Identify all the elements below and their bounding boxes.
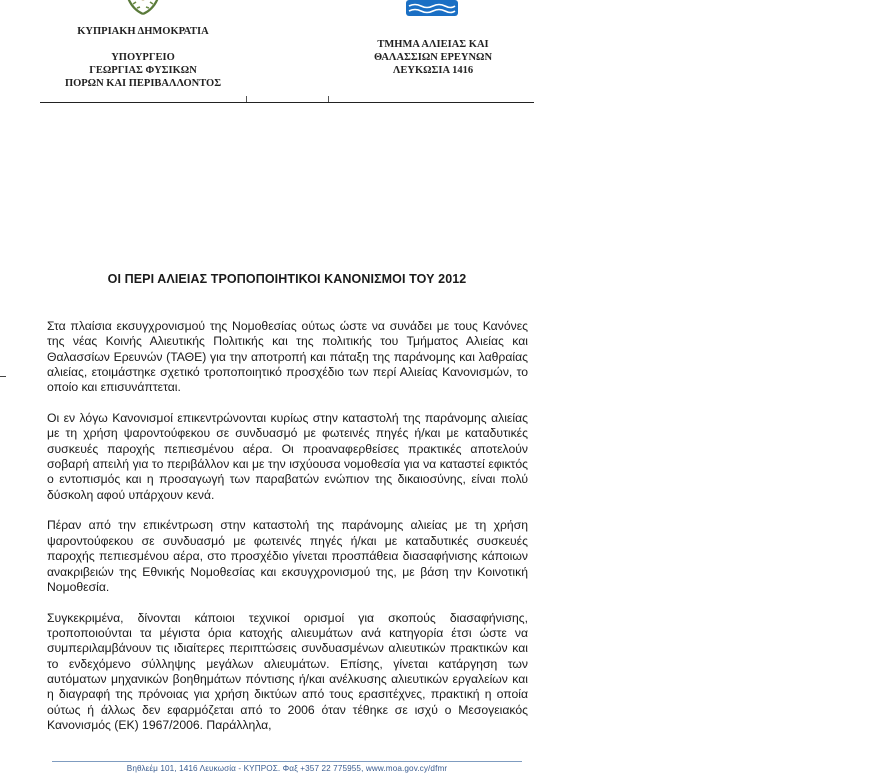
header-column-tick: [246, 96, 247, 102]
document-title: ΟΙ ΠΕΡΙ ΑΛΙΕΙΑΣ ΤΡΟΠΟΠΟΙΗΤΙΚΟΙ ΚΑΝΟΝΙΣΜΟΙ ΤΟΥ 2012: [107, 272, 467, 286]
margin-mark: [0, 376, 6, 378]
ministry-name: [40, 51, 246, 90]
ministry-line: ΥΠΟΥΡΓΕΙΟ: [111, 52, 175, 63]
department-line: ΛΕΥΚΩΣΙΑ 1416: [392, 65, 474, 76]
cyprus-coat-of-arms-icon: [118, 0, 168, 20]
department-name: [330, 38, 536, 77]
header-column-tick: [328, 96, 329, 102]
document-body: [47, 319, 528, 749]
ministry-line: ΠΟΡΩΝ ΚΑΙ ΠΕΡΙΒΑΛΛΟΝΤΟΣ: [64, 78, 222, 89]
body-paragraph: Στα πλαίσια εκσυγχρονισμού της Νομοθεσίας ούτως ώστε να συνάδει με τους Κανόνες της νέας Κοινής Αλιευτικής Πολιτικής και της πολιτικής του Τμήματος Αλιείας και Θαλασσίων Ερευνών (ΤΑΘΕ) για την αποτροπή και πάταξη της παράνομης και λαθραίας αλιείας, ετοιμάστηκε σχετικό τροποποιητικό προσχέδιο των περί Αλιείας Κανονισμών, το οποίο και επισυνάπτεται.: [47, 319, 528, 395]
body-paragraph: Πέραν από την επικέντρωση στην καταστολή της παράνομης αλιείας με τη χρήση ψαροντούφεκου σε συνδυασμό με φωτεινές πηγές ή/και με καταδυτικές συσκευές παροχής πεπιεσμένου αέρα, στο προσχέδιο γίνεται προσπάθεια διασαφήνισης κάποιων ανακριβειών της Εθνικής Νομοθεσίας και εκσυγχρονισμού της, με βάση την Κοινοτική Νομοθεσία.: [47, 518, 528, 594]
ministry-line: ΓΕΩΡΓΙΑΣ ΦΥΣΙΚΩΝ: [89, 65, 197, 76]
footer-divider: [52, 761, 522, 762]
country-name: ΚΥΠΡΙΑΚΗ ΔΗΜΟΚΡΑΤΙΑ: [77, 26, 209, 37]
body-paragraph: Οι εν λόγω Κανονισμοί επικεντρώνονται κυρίως στην καταστολή της παράνομης αλιείας με τη χρήση ψαροντούφεκου σε συνδυασμό με φωτεινές πηγές ή/και με καταδυτικές συσκευές παροχής πεπιεσμένου αέρα. Οι προαναφερθείσες πρακτικές αποτελούν σοβαρή απειλή για το περιβάλλον και με την ισχύουσα νομοθεσία για να καταστεί εφικτός ο εντοπισμός και η προσαγωγή των παραβατών ενώπιον της δικαιοσύνης, είναι πολύ δύσκολη αφού υπάρχουν κενά.: [47, 411, 528, 502]
department-line: ΤΜΗΜΑ ΑΛΙΕΙΑΣ ΚΑΙ: [377, 39, 489, 50]
waves-logo-icon: [406, 0, 458, 16]
header-divider: [40, 102, 534, 103]
body-paragraph: Συγκεκριμένα, δίνονται κάποιοι τεχνικοί ορισμοί για σκοπούς διασαφήνισης, τροποποιούνται τα μέγιστα όρια κατοχής αλιευμάτων ανά κατηγορία έτσι ώστε να συμπεριλαμβάνουν τις ιδιαίτερες περιπτώσεις συνδυασμένων αλιευτικών πρακτικών και το ενδεχόμενο σύλληψης μεγάλων αλιευμάτων. Επίσης, γίνεται κατάργηση των αυτόματων μηχανικών βοηθημάτων πόντισης ή/και ανέλκυσης αλιευτικών εργαλείων και η διαγραφή της πρόνοιας για χρήση δικτύων από τους ερασιτέχνες, πρακτική η οποία ούτως ή άλλως δεν εφαρμόζεται από το 2006 όταν τέθηκε σε ισχύ ο Μεσογειακός Κανονισμός (ΕΚ) 1967/2006. Παράλληλα,: [47, 610, 528, 732]
department-line: ΘΑΛΑΣΣΙΩΝ ΕΡΕΥΝΩΝ: [373, 52, 493, 63]
footer-address: Βηθλεέμ 101, 1416 Λευκωσία - ΚΥΠΡΟΣ. Φαξ +357 22 775955, www.moa.gov.cy/dfmr: [126, 764, 448, 773]
